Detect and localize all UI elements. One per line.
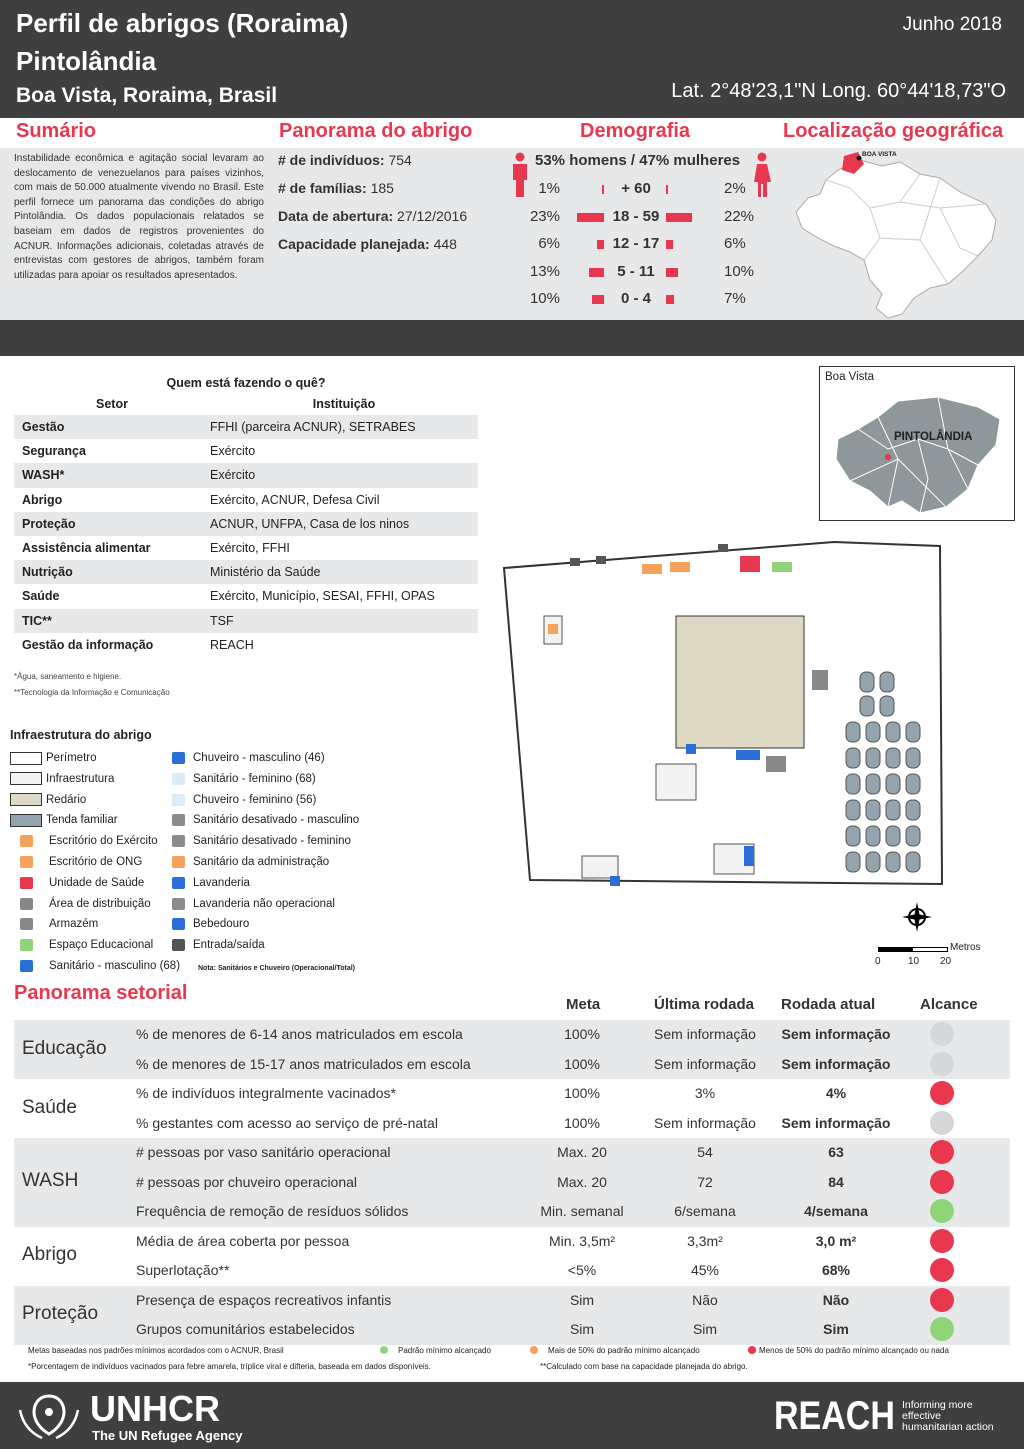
indicator-last-round: Sem informação: [654, 1055, 756, 1072]
indicator-row: [14, 1315, 1010, 1344]
legend-label: Espaço Educacional: [49, 939, 154, 952]
who-col-institution: Instituição: [312, 397, 376, 411]
legend-swatch: [10, 814, 42, 827]
reach-tagline: Informing more effective humanitarian action: [902, 1399, 994, 1433]
shelter-name: Pintolândia: [16, 46, 157, 76]
indicator-label: # pessoas por chuveiro operacional: [136, 1173, 358, 1190]
reach-status-dot: [930, 1140, 954, 1164]
legend-item: [172, 812, 359, 828]
who-institution: Exército: [210, 444, 256, 459]
reach-status-dot: [930, 1258, 954, 1282]
indicator-row: [14, 1286, 1010, 1315]
reach-status-dot: [930, 1199, 954, 1223]
demography-row: [520, 233, 760, 255]
indicator-label: Superlotação**: [136, 1262, 230, 1278]
indicator-row: [14, 1138, 1010, 1167]
reach-status-dot: [930, 1081, 954, 1105]
legend-red: Menos de 50% do padrão mínimo alcançado ou nada: [759, 1346, 949, 1355]
indicator-row: [14, 1227, 1010, 1256]
legend-item: [10, 896, 151, 912]
legend-swatch: [172, 794, 185, 806]
legend-label: Lavanderia não operacional: [193, 897, 335, 910]
demography-row: [520, 206, 760, 228]
sector-group: [14, 1020, 1010, 1079]
indicator-label: Grupos comunitários estabelecidos: [136, 1321, 355, 1337]
boa-vista-inset: [819, 366, 1015, 521]
legend-item: [10, 937, 153, 953]
who-note-wash: *Água, saneamento e higiene.: [14, 672, 122, 681]
who-institution: TSF: [210, 613, 234, 628]
legend-item: [172, 833, 351, 849]
who-sector: Gestão: [22, 420, 65, 434]
indicator-current-round: Sem informação: [781, 1114, 891, 1131]
women-percent: 22%: [724, 207, 755, 225]
men-percent: 10%: [529, 290, 560, 307]
col-last-round: Última rodada: [654, 996, 755, 1013]
indicator-current-round: Sem informação: [781, 1026, 891, 1042]
legend-label: Chuveiro - feminino (56): [193, 793, 317, 806]
legend-swatch: [20, 939, 33, 951]
legend-item: [10, 958, 180, 974]
footer: [0, 1382, 1024, 1449]
indicator-current-round: Sem informação: [781, 1055, 891, 1072]
who-institution: Exército, FFHI: [210, 540, 290, 555]
sector-table: [14, 1020, 1010, 1340]
legend-swatch: [20, 898, 33, 910]
scale-unit: Metros: [950, 942, 981, 953]
age-group: 18 - 59: [612, 207, 660, 225]
indicator-last-round: 54: [697, 1144, 713, 1160]
indicator-current-round: 84: [828, 1173, 844, 1190]
scale-20: 20: [940, 956, 952, 967]
indicator-target: Max. 20: [557, 1173, 607, 1190]
legend-item: [172, 896, 335, 912]
legend-item: [10, 750, 97, 766]
who-institution: REACH: [210, 637, 254, 652]
city-label: Boa Vista: [825, 371, 875, 383]
indicator-current-round: Sim: [823, 1321, 849, 1337]
reach-status-dot: [930, 1170, 954, 1194]
who-row: [14, 488, 478, 512]
indicator-target: Min. 3,5m²: [548, 1232, 616, 1249]
women-percent: 10%: [724, 262, 755, 280]
women-percent: 6%: [724, 235, 746, 252]
who-institution: Exército, ACNUR, Defesa Civil: [210, 492, 380, 507]
indicator-label: % de indivíduos integralmente vacinados*: [136, 1085, 396, 1101]
reach-status-dot: [930, 1111, 954, 1135]
overview-heading: Panorama do abrigo: [279, 120, 473, 142]
indicator-last-round: 45%: [690, 1262, 720, 1278]
page-title: Perfil de abrigos (Roraima): [16, 8, 349, 38]
legend-label: Armazém: [49, 918, 99, 931]
women-bar: [666, 240, 673, 249]
women-bar: [666, 268, 678, 277]
who-table: [14, 373, 478, 657]
scale-0: 0: [875, 956, 881, 967]
age-group: + 60: [621, 180, 651, 197]
men-bar: [592, 295, 604, 304]
legend-label: Escritório do Exército: [49, 835, 158, 848]
sector-group: [14, 1286, 1010, 1345]
who-row: [14, 609, 478, 633]
who-col-sector: Setor: [96, 397, 128, 411]
legend-swatch: [172, 835, 185, 847]
report-date: Junho 2018: [902, 14, 1002, 35]
indicator-target: 100%: [564, 1114, 600, 1131]
who-institution: Ministério da Saúde: [210, 565, 321, 580]
legend-swatch: [20, 877, 33, 889]
legend-item: [10, 916, 98, 932]
legend-red-dot: [748, 1346, 756, 1354]
sector-name: Proteção: [22, 1303, 99, 1324]
who-row: [14, 512, 478, 536]
sector-group: [14, 1079, 1010, 1138]
legend-swatch: [20, 835, 33, 847]
legend-item: [172, 916, 249, 932]
sector-name: Educação: [22, 1037, 107, 1059]
unhcr-logo-icon: [14, 1390, 84, 1442]
indicator-current-round: 4/semana: [804, 1203, 868, 1219]
shelter-map-label: PINTOLÂNDIA: [894, 431, 973, 443]
reach-status-dot: [930, 1317, 954, 1341]
demography-row: [520, 288, 760, 310]
unhcr-tagline: The UN Refugee Agency: [92, 1428, 243, 1443]
women-bar: [666, 295, 674, 304]
who-sector: Saúde: [22, 589, 60, 604]
indicator-label: % de menores de 6-14 anos matriculados em escola: [136, 1026, 463, 1042]
indicator-last-round: 3%: [694, 1085, 716, 1101]
who-row: [14, 463, 478, 487]
reach-status-dot: [930, 1288, 954, 1312]
indicator-label: % gestantes com acesso ao serviço de pré-natal: [136, 1114, 438, 1131]
overview-families: # de famílias: 185: [278, 180, 394, 196]
who-row: [14, 536, 478, 560]
men-bar: [597, 240, 604, 249]
legend-item: [172, 854, 329, 870]
women-bar: [666, 213, 692, 222]
who-header: [14, 393, 478, 415]
legend-label: Sanitário desativado - feminino: [193, 835, 351, 848]
reach-status-dot: [930, 1229, 954, 1253]
indicator-last-round: 72: [697, 1173, 713, 1190]
indicator-current-round: 3,0 m²: [815, 1232, 857, 1249]
men-bar: [577, 213, 604, 222]
indicator-target: Max. 20: [557, 1144, 607, 1160]
legend-label: Bebedouro: [193, 918, 250, 931]
indicator-target: 100%: [564, 1085, 600, 1101]
who-institution: ACNUR, UNFPA, Casa de los ninos: [210, 516, 410, 531]
indicator-last-round: 6/semana: [674, 1203, 736, 1219]
overview-individuals: # de indivíduos: 754: [278, 152, 412, 168]
men-percent: 13%: [529, 262, 560, 280]
site-plan: [500, 540, 944, 888]
legend-item: [172, 937, 265, 953]
legend-label: Escritório de ONG: [49, 856, 143, 868]
legend-label: Sanitário da administração: [193, 856, 330, 868]
demography-row: [520, 261, 760, 283]
subtitle: Boa Vista, Roraima, Brasil: [16, 84, 278, 107]
who-sector: TIC**: [22, 613, 52, 628]
indicator-label: Média de área coberta por pessoa: [136, 1232, 350, 1249]
who-sector: WASH*: [22, 468, 65, 483]
men-bar: [589, 268, 604, 277]
who-sector: Segurança: [22, 444, 86, 459]
legend-item: [172, 875, 250, 891]
legend-item: [10, 854, 142, 870]
scale-bar: [878, 947, 948, 952]
legend-item: [10, 875, 144, 891]
legend-item: [10, 792, 86, 808]
who-sector: Assistência alimentar: [22, 540, 151, 555]
women-percent: 7%: [724, 290, 746, 307]
who-institution: Exército: [210, 468, 256, 483]
demography-pyramid: [520, 178, 760, 313]
reach-wordmark: REACH: [774, 1394, 895, 1438]
legend-swatch: [20, 856, 33, 868]
legend-swatch: [20, 960, 33, 972]
legend-label: Lavanderia: [193, 876, 250, 889]
legend-swatch: [10, 752, 42, 765]
unhcr-wordmark: UNHCR: [90, 1388, 220, 1429]
legend-label: Área de distribuição: [49, 897, 151, 910]
legend-swatch: [172, 939, 185, 951]
boa-vista-state-label: BOA VISTA: [862, 151, 897, 158]
who-row: [14, 415, 478, 439]
legend-swatch: [172, 814, 185, 826]
who-title: Quem está fazendo o quê?: [166, 376, 326, 390]
indicator-label: Frequência de remoção de resíduos sólidos: [136, 1203, 409, 1219]
scale-10: 10: [908, 956, 920, 967]
age-group: 12 - 17: [612, 235, 660, 252]
age-group: 5 - 11: [617, 262, 655, 280]
overview-capacity: Capacidade planejada: 448: [278, 236, 457, 252]
overview-opening: Data de abertura: 27/12/2016: [278, 208, 468, 224]
who-rows: [14, 415, 478, 657]
sector-note-a: Metas baseadas nos padrões mínimos acordados com o ACNUR, Brasil: [28, 1346, 284, 1355]
divider-bar: [0, 320, 1024, 356]
who-sector: Nutrição: [22, 565, 73, 580]
sector-group: [14, 1138, 1010, 1227]
legend-item: [172, 750, 325, 766]
who-institution: Exército, Município, SESAI, FFHI, OPAS: [210, 589, 435, 604]
indicator-row: [14, 1197, 1010, 1226]
sector-name: WASH: [22, 1170, 79, 1192]
who-sector: Proteção: [22, 516, 76, 531]
city-map: [828, 389, 1008, 519]
legend-note: Nota: Sanitários e Chuveiro (Operacional/Total): [198, 965, 356, 972]
legend-item: [10, 812, 118, 828]
indicator-last-round: Sem informação: [654, 1114, 756, 1131]
legend-item: [172, 792, 316, 808]
legend-swatch: [10, 772, 42, 785]
legend-swatch: [172, 856, 185, 868]
indicator-row: [14, 1050, 1010, 1079]
men-percent: 23%: [529, 207, 560, 225]
legend-label: Sanitário desativado - masculino: [193, 814, 360, 827]
indicator-target: <5%: [567, 1262, 597, 1278]
indicator-target: Sim: [569, 1321, 595, 1337]
indicator-label: % de menores de 15-17 anos matriculados em escola: [136, 1055, 471, 1072]
legend-label: Entrada/saída: [193, 939, 265, 952]
indicator-row: [14, 1020, 1010, 1049]
legend-item: [10, 833, 158, 849]
women-bar: [666, 185, 668, 194]
legend-swatch: [172, 773, 185, 785]
indicator-last-round: 3,3m²: [687, 1232, 723, 1249]
infrastructure-legend: [10, 728, 390, 983]
indicator-label: # pessoas por vaso sanitário operacional: [136, 1144, 391, 1160]
sector-group: [14, 1227, 1010, 1286]
women-percent: 2%: [724, 180, 746, 197]
indicator-target: Sim: [569, 1291, 595, 1308]
who-note-tic: **Tecnologia da Informação e Comunicação: [14, 688, 170, 697]
reach-status-dot: [930, 1022, 954, 1046]
summary-heading: Sumário: [16, 120, 97, 142]
col-meta: Meta: [566, 996, 601, 1013]
who-institution: FFHI (parceira ACNUR), SETRABES: [210, 420, 416, 434]
legend-label: Infraestrutura: [46, 772, 115, 785]
legend-swatch: [10, 793, 42, 806]
men-percent: 6%: [538, 235, 560, 252]
sector-note-c: **Calculado com base na capacidade planejada do abrigo.: [540, 1362, 748, 1371]
legend-item: [10, 771, 114, 787]
who-row: [14, 560, 478, 584]
indicator-last-round: Sem informação: [654, 1026, 756, 1042]
indicator-current-round: 63: [828, 1144, 844, 1160]
legend-swatch: [172, 752, 185, 764]
indicator-target: 100%: [564, 1055, 600, 1072]
indicator-target: 100%: [564, 1026, 600, 1042]
legend-orange: Mais de 50% do padrão mínimo alcançado: [548, 1346, 700, 1355]
brazil-map: [790, 148, 1016, 320]
reach-status-dot: [930, 1052, 954, 1076]
coordinates: Lat. 2°48'23,1"N Long. 60°44'18,73"O: [671, 80, 1006, 102]
who-sector: Gestão da informação: [22, 637, 154, 652]
legend-item: [172, 771, 316, 787]
legend-label: Unidade de Saúde: [49, 876, 145, 889]
legend-label: Sanitário - feminino (68): [193, 772, 316, 785]
legend-green: Padrão mínimo alcançado: [398, 1346, 491, 1355]
men-percent: 1%: [538, 180, 560, 197]
legend-label: Redário: [46, 793, 87, 806]
who-row: [14, 633, 478, 657]
demography-heading: Demografia: [580, 120, 691, 142]
indicator-row: [14, 1256, 1010, 1285]
sector-name: Saúde: [22, 1096, 77, 1118]
header: [0, 0, 1024, 118]
age-group: 0 - 4: [620, 290, 651, 307]
indicator-target: Min. semanal: [540, 1203, 624, 1219]
summary-text: Instabilidade econômica e agitação social levaram ao deslocamento de venezuelanos para países vizinhos, com mais de 50.000 atualmente vivendo no Brasil. Este perfil fornece um panorama das condições do abrigo Pintolândia. Os dados populacionais relatados se baseiam em dados de registros provenientes do ACNUR. Informações adicionais, coletadas através de entrevistas com gestores de abrigos, também foram utilizadas para apoiar os resultados apresentados.: [14, 153, 264, 281]
indicator-current-round: 68%: [821, 1262, 851, 1278]
legend-label: Chuveiro - masculino (46): [193, 752, 325, 764]
legend-swatch: [172, 877, 185, 889]
indicator-label: Presença de espaços recreativos infantis: [136, 1291, 392, 1308]
sector-overview: [14, 982, 1014, 1362]
legend-label: Tenda familiar: [46, 814, 118, 827]
sector-name: Abrigo: [22, 1244, 77, 1265]
men-bar: [602, 185, 604, 194]
who-sector: Abrigo: [22, 492, 63, 507]
col-reach: Alcance: [920, 996, 978, 1013]
demography-row: [520, 178, 760, 200]
gender-split: 53% homens / 47% mulheres: [535, 152, 741, 169]
legend-label: Perímetro: [46, 752, 97, 764]
indicator-current-round: Não: [822, 1291, 850, 1308]
legend-green-dot: [380, 1346, 388, 1354]
sector-note-b: *Porcentagem de indivíduos vacinados para febre amarela, tríplice viral e difteria, baseada em dados disponíveis.: [28, 1362, 431, 1371]
location-heading: Localização geográfica: [783, 120, 1004, 142]
indicator-last-round: Não: [692, 1291, 718, 1308]
legend-title: Infraestrutura do abrigo: [10, 728, 152, 742]
legend-swatch: [172, 918, 185, 930]
col-current-round: Rodada atual: [781, 996, 876, 1013]
sector-heading: Panorama setorial: [14, 982, 188, 1004]
legend-swatch: [20, 918, 33, 930]
north-arrow-icon: [896, 890, 938, 942]
indicator-row: [14, 1109, 1010, 1138]
legend-swatch: [172, 898, 185, 910]
indicator-row: [14, 1079, 1010, 1108]
indicator-current-round: 4%: [825, 1085, 847, 1101]
legend-label: Sanitário - masculino (68): [49, 960, 181, 972]
who-row: [14, 584, 478, 608]
indicator-row: [14, 1168, 1010, 1197]
indicator-last-round: Sim: [692, 1321, 718, 1337]
legend-orange-dot: [530, 1346, 538, 1354]
who-row: [14, 439, 478, 463]
